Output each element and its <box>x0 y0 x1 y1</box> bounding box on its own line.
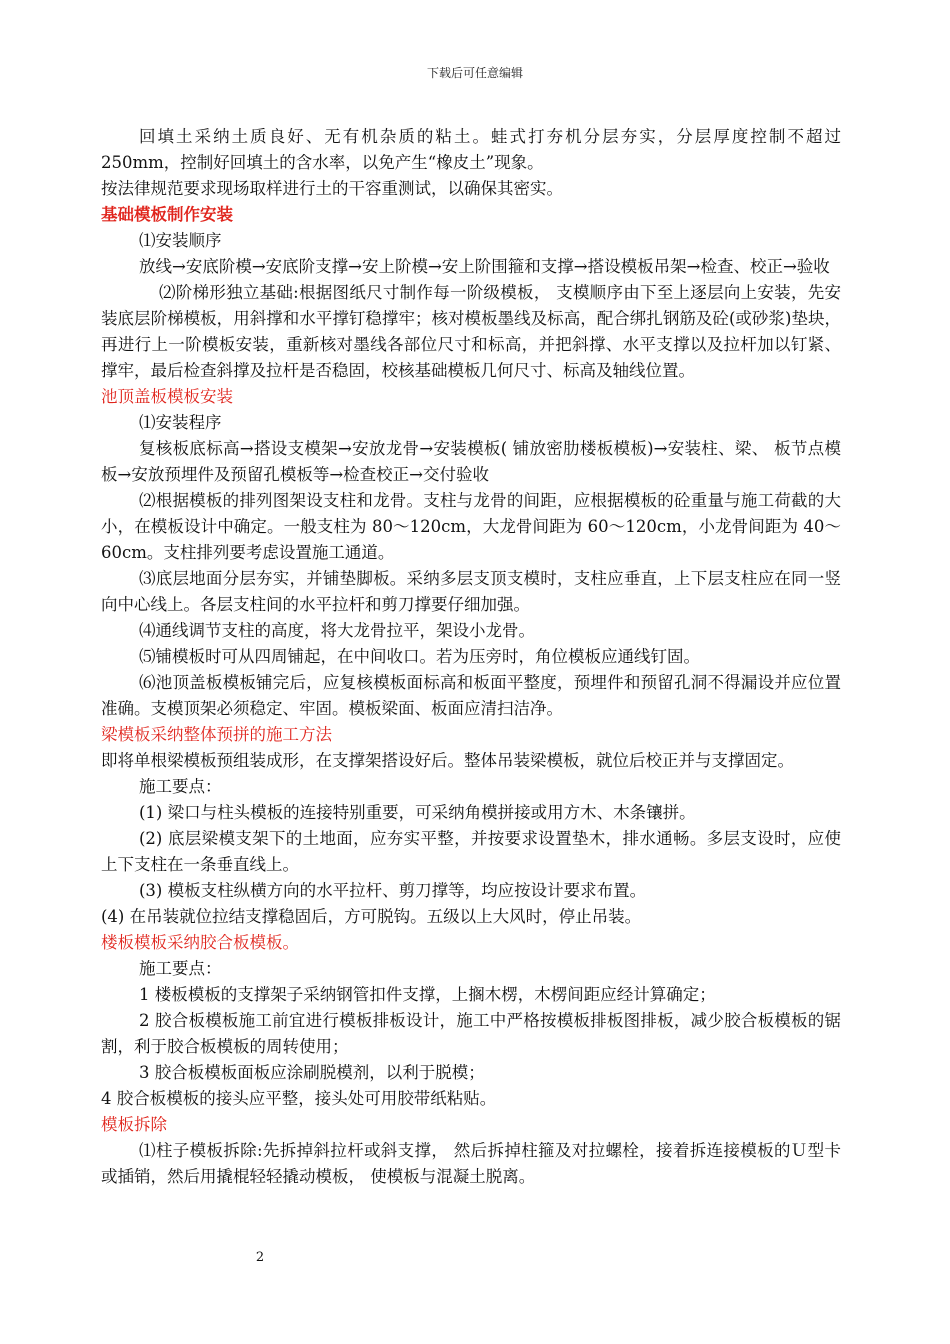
paragraph: 4 胶合板模板的接头应平整，接头处可用胶带纸粘贴。 <box>101 1089 497 1108</box>
paragraph: (4) 在吊装就位拉结支撑稳固后，方可脱钩。五级以上大风时，停止吊装。 <box>101 907 642 926</box>
paragraph: ⑴柱子模板拆除:先拆掉斜拉杆或斜支撑， 然后拆掉柱箍及对拉螺栓，接着拆连接模板的Ｕ型卡或插销，然后用撬棍轻轻撬动模板， 使模板与混凝土脱离。 <box>101 1141 841 1186</box>
paragraph: (1) 梁口与柱头模板的连接特别重要，可采纳角模拼接或用方木、木条镶拼。 <box>139 803 696 822</box>
paragraph: ⑹池顶盖板模板铺完后，应复核模板面标高和板面平整度，预埋件和预留孔洞不得漏设并应位置准确。支模顶架必须稳定、牢固。模板梁面、板面应清扫洁净。 <box>101 673 841 718</box>
paragraph: 放线→安底阶模→安底阶支撑→安上阶模→安上阶围箍和支撑→搭设模板吊架→检查、校正→验收 <box>139 257 830 276</box>
section-heading: 梁模板采纳整体预拼的施工方法 <box>101 725 332 744</box>
section-heading: 模板拆除 <box>101 1115 167 1134</box>
page-header: 下载后可任意编辑 <box>426 66 523 80</box>
paragraph: 复核板底标高→搭设支模架→安放龙骨→安装模板( 铺放密肋楼板模板)→安装柱、梁、 板节点模板→安放预埋件及预留孔模板等→检查校正→交付验收 <box>101 439 841 484</box>
paragraph: ⑷通线调节支柱的高度，将大龙骨拉平，架设小龙骨。 <box>139 621 535 640</box>
paragraph: ⑸铺模板时可从四周铺起，在中间收口。若为压旁时，角位模板应通线钉固。 <box>139 647 700 666</box>
paragraph: 施工要点： <box>139 959 222 978</box>
paragraph: (2) 底层梁模支架下的土地面，应夯实平整，并按要求设置垫木，排水通畅。多层支设时，应使上下支柱在一条垂直线上。 <box>101 829 841 874</box>
paragraph: 1 楼板模板的支撑架子采纳钢管扣件支撑，上搁木楞，木楞间距应经计算确定； <box>139 985 716 1004</box>
paragraph: 即将单根梁模板预组装成形，在支撑架搭设好后。整体吊装梁模板，就位后校正并与支撑固定。 <box>101 751 794 770</box>
section-heading: 基础模板制作安装 <box>101 205 233 224</box>
paragraph: 施工要点： <box>139 777 222 796</box>
section-heading: 楼板模板采纳胶合板模板。 <box>101 933 299 952</box>
paragraph: 回填土采纳土质良好、无有机杂质的粘土。蛙式打夯机分层夯实，分层厚度控制不超过 250mm，控制好回填土的含水率，以免产生“橡皮土”现象。 <box>101 127 841 172</box>
paragraph: 2 胶合板模板施工前宜进行模板排板设计，施工中严格按模板排板图排板，减少胶合板模板的锯割，利于胶合板模板的周转使用； <box>101 1011 841 1056</box>
document-body <box>101 124 841 1190</box>
paragraph: ⑶底层地面分层夯实，并铺垫脚板。采纳多层支顶支模时，支柱应垂直，上下层支柱应在同一竖向中心线上。各层支柱间的水平拉杆和剪刀撑要仔细加强。 <box>101 569 841 614</box>
section-heading: 池顶盖板模板安装 <box>101 387 233 406</box>
paragraph: ⑵阶梯形独立基础:根据图纸尺寸制作每一阶级模板， 支模顺序由下至上逐层向上安装，先安装底层阶梯模板，用斜撑和水平撑钉稳撑牢；核对模板墨线及标高，配合绑扎钢筋及砼(或砂浆)垫块，再进行上一阶模板安装，重新核对墨线各部位尺寸和标高，并把斜撑、水平支撑以及拉杆加以钉紧、撑牢，最后检查斜撑及拉杆是否稳固，校核基础模板几何尺寸、标高及轴线位置。 <box>101 283 841 380</box>
paragraph: (3) 模板支柱纵横方向的水平拉杆、剪刀撑等，均应按设计要求布置。 <box>139 881 647 900</box>
paragraph: 按法律规范要求现场取样进行土的干容重测试，以确保其密实。 <box>101 179 563 198</box>
paragraph: ⑵根据模板的排列图架设支柱和龙骨。支柱与龙骨的间距，应根据模板的砼重量与施工荷截的大小，在模板设计中确定。一般支柱为 80～120cm，大龙骨间距为 60～120cm，小龙骨间距为 40～60cm。支柱排列要考虑设置施工通道。 <box>101 491 841 562</box>
paragraph: ⑴安装程序 <box>139 413 222 432</box>
paragraph: 3 胶合板模板面板应涂刷脱模剂，以利于脱模； <box>139 1063 485 1082</box>
page-number: 2 <box>255 1250 265 1265</box>
paragraph: ⑴安装顺序 <box>139 231 222 250</box>
